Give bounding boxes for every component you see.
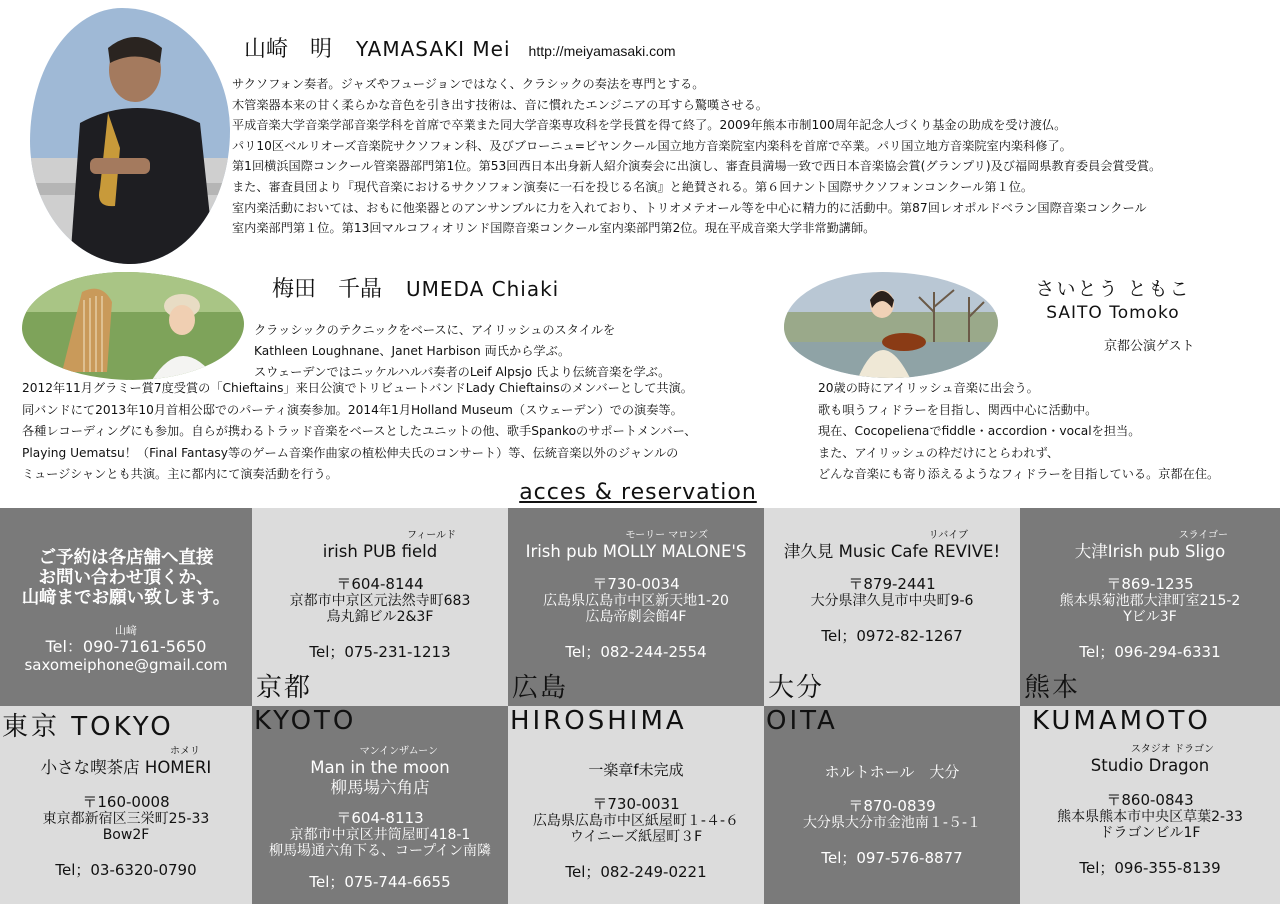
venue-zip: 〒870-0839 (848, 797, 936, 815)
venue-address: ドラゴンビル1F (1099, 825, 1201, 841)
venue-phone[interactable]: Tel；082-249-0221 (565, 863, 707, 881)
region-label: OITA (766, 706, 838, 736)
yamasaki-photo (30, 8, 230, 264)
saito-name (1028, 274, 1198, 323)
bio-line: Kathleen Loughnane、Janet Harbison 両氏から学ぶ。 (254, 344, 571, 358)
venue-address: 鳥丸錦ビル2&3F (326, 609, 434, 625)
yamasaki-bio (232, 74, 1161, 239)
venue-name: irish PUB field (322, 542, 438, 561)
bio-line: 同バンドにて2013年10月首相公邸でのパーティ演奏参加。2014年1月Holland Museum（スウェーデン）での演奏等。 (22, 402, 683, 417)
venue-cell-kyoto-bottom (252, 706, 508, 904)
venue-name: 津久見 Music Cafe REVIVE! (783, 542, 1001, 561)
access-heading: acces & reservation (519, 480, 757, 505)
region-label: 大分 (768, 673, 825, 703)
venue-ruby: モーリー マロンズ (625, 530, 708, 541)
venue-cell-hiroshima-bottom (508, 706, 764, 904)
region-label: KUMAMOTO (1032, 706, 1211, 736)
bio-line: Playing Uematsu！（Final Fantasy等のゲーム音楽作曲家の植松伸夫氏のコンサート）等、伝統音楽以外のジャンルの (22, 445, 679, 460)
venue-ruby: リバイブ (928, 530, 968, 541)
venue-ruby: ホメリ (170, 746, 200, 757)
bio-line: 平成音楽大学音楽学部音楽学科を首席で卒業また同大学音楽専攻科を学長賞を得て終了。2009年熊本市制100周年記念人づくり基金の助成を受け渡仏。 (232, 118, 1067, 133)
venue-ruby: マンインザムーン (359, 746, 438, 757)
umeda-bio-bottom (22, 378, 696, 486)
venue-address: 熊本県熊本市中央区草葉2-33 (1057, 809, 1243, 825)
yamasaki-name-en: YAMASAKI Mei (356, 37, 511, 61)
bio-line: 第1回横浜国際コンクール管楽器部門第1位。第53回西日本出身新人紹介演奏会に出演し、審査員満場一致で西日本音楽協会賞(グランプリ)及び福岡県教育委員会賞受賞。 (232, 159, 1162, 174)
venue-phone[interactable]: Tel；075-231-1213 (309, 643, 451, 661)
region-label: 熊本 (1024, 673, 1081, 703)
venue-phone[interactable]: Tel；082-244-2554 (565, 643, 707, 661)
venue-phone[interactable]: Tel；075-744-6655 (309, 873, 451, 891)
yamasaki-website-link[interactable]: http://meiyamasaki.com (528, 43, 676, 59)
venue-address: 柳馬場通六角下る、コープイン南隣 (268, 843, 492, 859)
bio-line: 20歳の時にアイリッシュ音楽に出会う。 (818, 381, 1039, 395)
venue-phone[interactable]: Tel；0972-82-1267 (821, 627, 963, 645)
venue-zip: 〒860-0843 (1106, 791, 1194, 809)
venue-name: ホルトホール 大分 (824, 763, 960, 781)
venue-address: ウイニーズ紙屋町３F (569, 829, 703, 845)
bio-line: 2012年11月グラミー賞7度受賞の「Chieftains」来日公演でトリビュートバンドLady Chieftainsのメンバーとして共演。 (22, 381, 693, 395)
saito-photo (784, 272, 998, 378)
umeda-name (272, 272, 559, 303)
region-label: KYOTO (254, 706, 357, 736)
venue-zip: 〒160-0008 (82, 793, 170, 811)
venue-address: 東京都新宿区三栄町25-33 (42, 811, 210, 827)
bio-line: サクソフォン奏者。ジャズやフュージョンではなく、クラシックの奏法を専門とする。 (232, 77, 705, 91)
region-label: 京都 (256, 673, 313, 703)
bio-line: パリ10区ベルリオーズ音楽院サクソフォン科、及びブローニュ=ビヤンクール国立地方音楽院室内楽科を首席で卒業。パリ国立地方音楽院室内楽科修了。 (232, 138, 1072, 153)
venue-phone[interactable]: Tel；03-6320-0790 (55, 861, 197, 879)
venue-cell-hiroshima-top (508, 508, 764, 706)
venue-address: 京都市中京区井筒屋町418-1 (289, 827, 471, 843)
umeda-photo (22, 272, 244, 380)
saito-name-jp: さいとう ともこ (1035, 278, 1191, 300)
venue-zip: 〒730-0031 (592, 795, 680, 813)
bio-line: また、審査員団より『現代音楽におけるサクソフォン演奏に一石を投じる名演』と絶賛される。第６回ナント国際サクソフォンコンクール第１位。 (232, 179, 1034, 194)
contact-name: 山﨑 (115, 624, 137, 637)
venue-zip: 〒730-0034 (592, 575, 680, 593)
saito-name-en: SAITO Tomoko (1046, 303, 1180, 323)
bio-line: どんな音楽にも寄り添えるようなフィドラーを目指している。京都在住。 (818, 467, 1220, 481)
venue-ruby: フィールド (407, 530, 456, 541)
venue-name: 一楽章f未完成 (588, 761, 684, 779)
venue-phone[interactable]: Tel；096-355-8139 (1079, 859, 1221, 877)
bio-line: クラッシックのテクニックをベースに、アイリッシュのスタイルを (254, 323, 616, 337)
yamasaki-name (244, 32, 676, 63)
saito-guest-label: 京都公演ゲスト (1104, 339, 1195, 354)
venue-address: 広島県広島市中区新天地1-20 (543, 593, 729, 609)
venue-zip: 〒604-8113 (336, 809, 424, 827)
venue-address: 大分県大分市金池南１-５-１ (802, 815, 982, 831)
yamasaki-name-jp: 山崎 明 (244, 37, 333, 62)
umeda-name-jp: 梅田 千晶 (272, 277, 383, 302)
venue-ruby: スライゴー (1178, 530, 1228, 541)
saito-bio (818, 378, 1219, 486)
region-label: 広島 (512, 673, 569, 703)
venue-name: 小さな喫茶店 HOMERI (40, 758, 212, 777)
contact-line-2: お問い合わせ頂くか、 (38, 568, 214, 588)
venue-zip: 〒604-8144 (336, 575, 424, 593)
bio-line: 歌も唄うフィドラーを目指し、関西中心に活動中。 (818, 402, 1098, 417)
venue-cell-oita-bottom (764, 706, 1020, 904)
contact-cell (0, 508, 252, 706)
venue-address: 広島県広島市中区紙屋町１-４-６ (532, 813, 740, 829)
bio-line: 室内楽部門第１位。第13回マルコフィオリンド国際音楽コンクール室内楽部門第2位。現在平成音楽大学非常勤講師。 (232, 221, 876, 236)
venue-name: Man in the moon (310, 758, 450, 777)
venue-cell-tokyo (0, 706, 252, 904)
bio-line: 室内楽活動においては、おもに他楽器とのアンサンブルに力を入れており、トリオメテオール等を中心に精力的に活動中。第87回レオポルドベラン国際音楽コンクール (232, 200, 1147, 215)
bio-line: また、アイリッシュの枠だけにとらわれず、 (818, 445, 1059, 460)
venue-address: 広島帝劇会館4F (585, 609, 687, 625)
contact-line-3: 山﨑までお願い致します。 (21, 588, 231, 608)
bio-line: 木管楽器本来の甘く柔らかな音色を引き出す技術は、音に慣れたエンジニアの耳すら驚嘆させる。 (232, 97, 768, 112)
venue-zip: 〒879-2441 (848, 575, 936, 593)
venue-name: Irish pub MOLLY MALONE'S (525, 542, 747, 561)
venue-address: 熊本県菊池郡大津町室215-2 (1059, 593, 1241, 609)
venue-phone[interactable]: Tel；097-576-8877 (821, 849, 963, 867)
bio-line: 各種レコーディングにも参加。自らが携わるトラッド音楽をベースとしたユニットの他、歌手Spankoのサポートメンバー、 (22, 424, 697, 438)
venue-cell-kyoto-top (252, 508, 508, 706)
venue-address: Bow2F (102, 827, 150, 843)
venue-cell-kumamoto-top (1020, 508, 1280, 706)
venue-zip: 〒869-1235 (1106, 575, 1194, 593)
contact-email[interactable]: saxomeiphone@gmail.com (24, 656, 228, 674)
venue-name-branch: 柳馬場六角店 (330, 778, 430, 797)
contact-phone[interactable]: Tel：090-7161-5650 (45, 637, 207, 656)
umeda-name-en: UMEDA Chiaki (406, 277, 560, 301)
venue-cell-kumamoto-bottom (1020, 706, 1280, 904)
venue-name: 大津Irish pub Sligo (1074, 542, 1226, 561)
venue-address: Yビル3F (1123, 609, 1177, 625)
venue-phone[interactable]: Tel；096-294-6331 (1079, 643, 1221, 661)
region-label: 東京 TOKYO (2, 712, 174, 742)
venue-ruby: スタジオ ドラゴン (1130, 744, 1214, 755)
contact-line-1: ご予約は各店舗へ直接 (38, 548, 214, 568)
venue-cell-oita-top (764, 508, 1020, 706)
bio-line: 現在、Cocopelienaでfiddle・accordion・vocalを担当。 (818, 424, 1141, 438)
venue-address: 大分県津久見市中央町9-6 (810, 593, 974, 609)
region-label: HIROSHIMA (510, 706, 687, 736)
umeda-bio-top (254, 320, 670, 383)
bio-line: ミュージシャンとも共演。主に都内にて演奏活動を行う。 (22, 467, 338, 481)
bio-line: スウェーデンではニッケルハルパ奏者のLeif Alpsjo 氏より伝統音楽を学ぶ。 (254, 365, 671, 379)
venue-address: 京都市中京区元法然寺町683 (289, 593, 471, 609)
venue-name: Studio Dragon (1090, 756, 1210, 775)
